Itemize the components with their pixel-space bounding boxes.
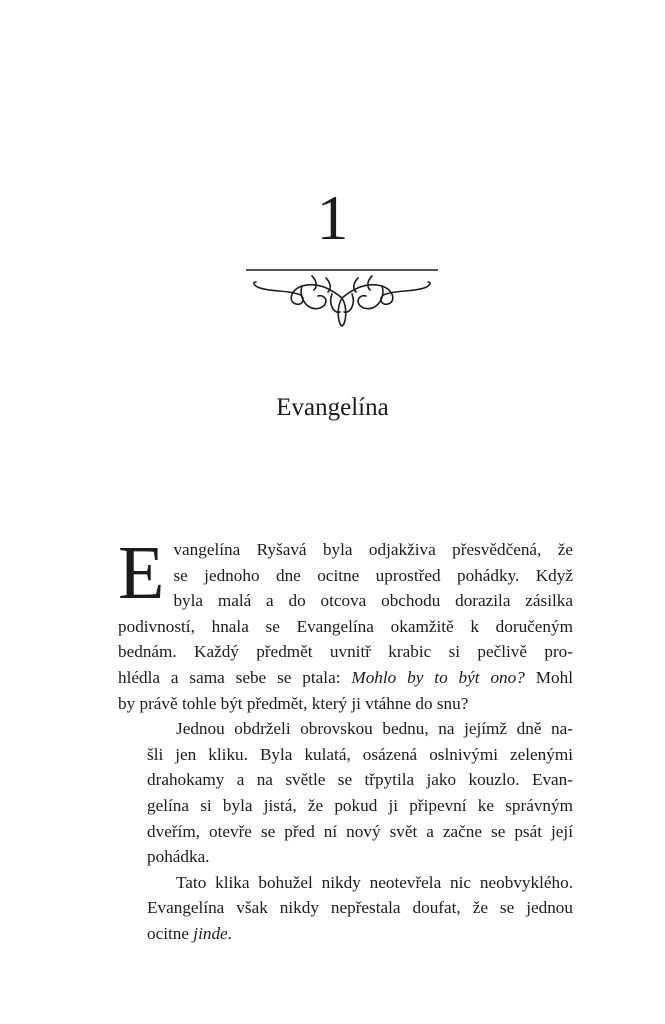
chapter-body — [118, 531, 573, 947]
italic-phrase: Mohlo by to být ono? — [351, 667, 525, 687]
text-line: pohádka. — [147, 847, 210, 867]
text-line — [118, 921, 573, 947]
text-line: se jednoho dne ocitne uprostřed pohádky. Když — [173, 565, 573, 585]
text-line: dveřím, otevře se před ní nový svět a začne se psát její — [147, 821, 573, 841]
chapter-title: Evangelína — [276, 393, 389, 421]
text-line: by právě tohle být předmět, který ji vtáhne do snu? — [118, 693, 469, 713]
text-line: bednám. Každý předmět uvnitř krabic si pečlivě pro- — [118, 642, 573, 662]
text-segment: Mohl — [524, 667, 573, 687]
chapter-number: 1 — [316, 182, 349, 253]
text-line: vangelína Ryšavá byla odjakživa přesvědčená, že — [173, 540, 573, 559]
paragraph-3 — [118, 870, 573, 947]
text-segment: ocitne — [147, 923, 194, 943]
text-segment: . — [227, 923, 232, 943]
text-line: byla malá a do otcova obchodu dorazila zásilka — [173, 591, 573, 611]
text-line: drahokamy a na světle se třpytila jako kouzlo. Evan- — [147, 770, 573, 790]
text-line: Tato klika bohužel nikdy neotevřela nic neobvyklého. — [176, 872, 573, 892]
drop-cap: E — [118, 531, 165, 615]
text-line — [118, 665, 573, 691]
text-line: podivností, hnala se Evangelína okamžitě k doručeným — [118, 616, 573, 636]
paragraph-2 — [118, 716, 573, 870]
text-line: šli jen kliku. Byla kulatá, osázená oslnivými zelenými — [147, 744, 573, 764]
text-line: Evangelína však nikdy nepřestala doufat, že se jednou — [147, 898, 573, 918]
text-segment: hlédla a sama sebe se ptala: — [118, 667, 352, 687]
text-line: Jednou obdrželi obrovskou bednu, na jejímž dně na- — [176, 719, 573, 739]
italic-word: jinde — [193, 923, 228, 943]
text-line: gelína si byla jistá, že pokud ji připevní ke správným — [147, 795, 573, 815]
flourish-divider-icon — [246, 268, 438, 330]
paragraph-1 — [118, 531, 573, 716]
